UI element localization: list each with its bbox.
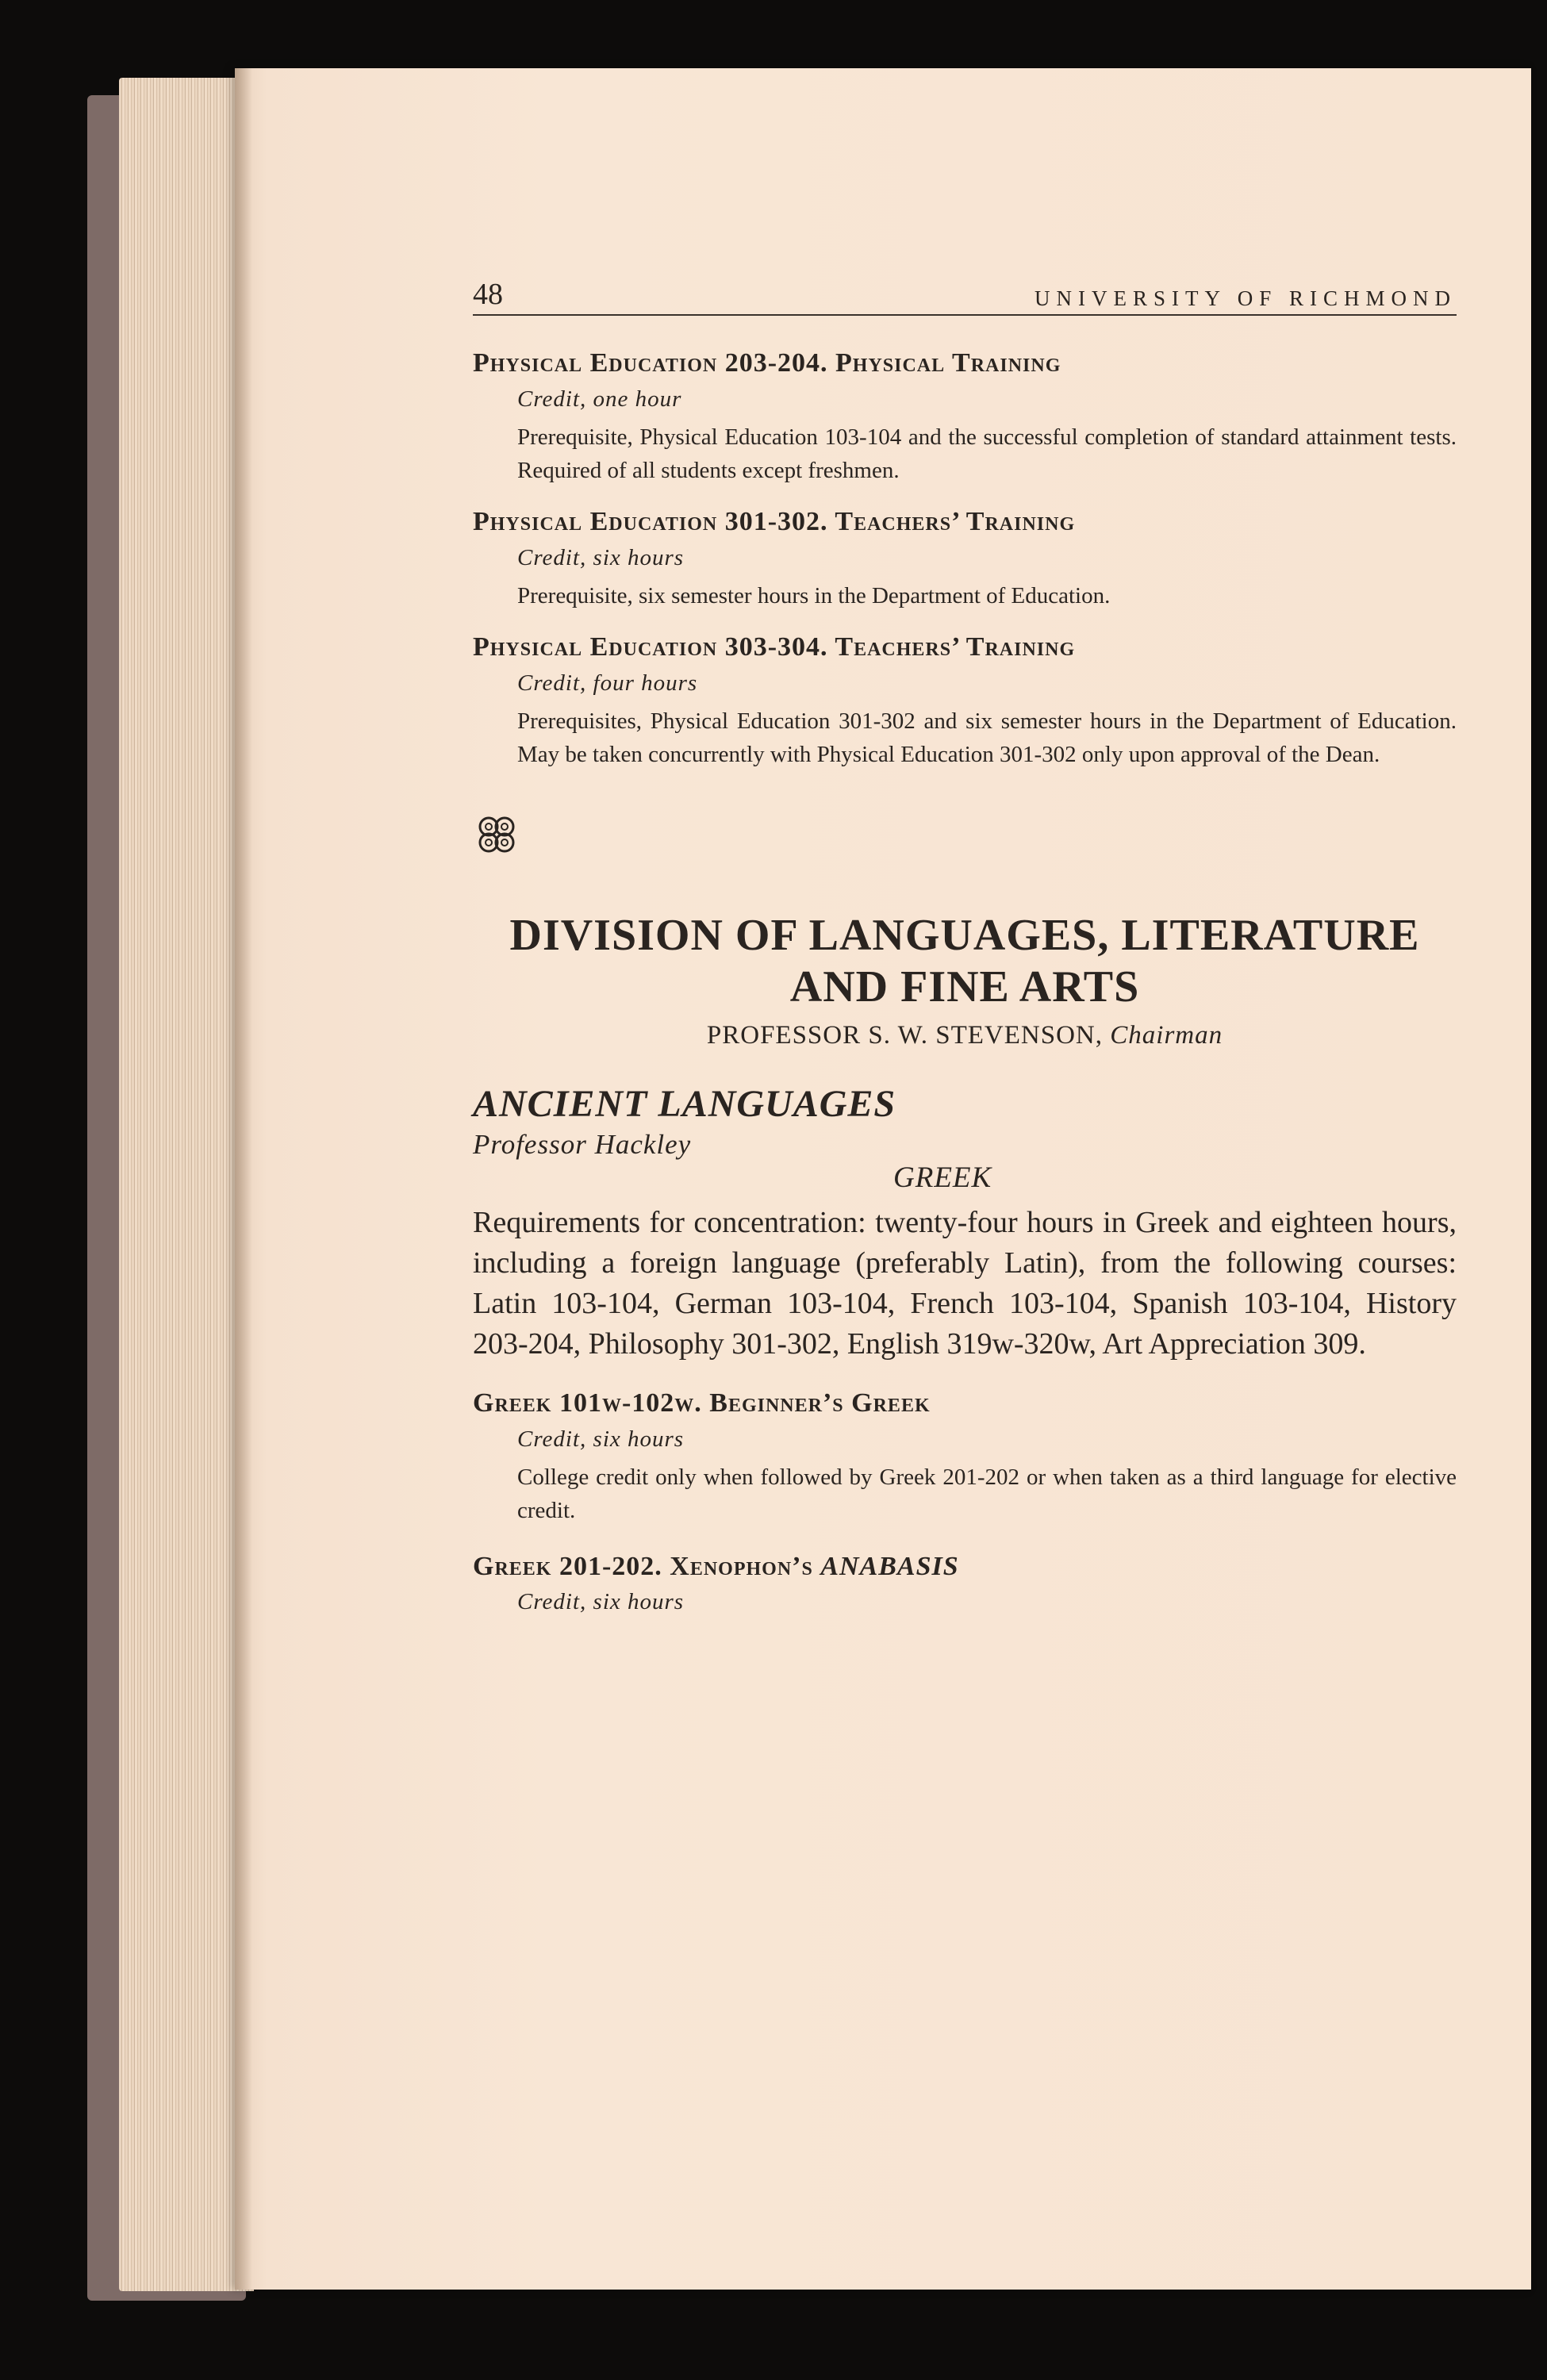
course-description: Prerequisite, six semester hours in the Department of Education.	[517, 582, 1111, 608]
course-heading-text: Greek 201-202. Xenophon’s	[473, 1551, 813, 1581]
course-credit: Credit, one hour	[517, 386, 682, 412]
course-description: Prerequisites, Physical Education 301-302 and six semester hours in the Department of Education. May be taken concurrently with Physical Education 301-302 only upon approval of the Dean.	[517, 708, 1457, 767]
course-heading: Physical Education 301-302. Teachers’ Training	[473, 506, 1076, 536]
course-entry	[473, 506, 1457, 612]
subsection-title: GREEK	[893, 1161, 992, 1194]
chair-role: Chairman	[1110, 1020, 1223, 1050]
quatrefoil-ornament-icon	[473, 811, 520, 858]
course-credit: Credit, six hours	[517, 1589, 685, 1615]
ornament-wrapper	[473, 811, 1457, 862]
concentration-requirements: Requirements for concentration: twenty-four hours in Greek and eighteen hours, including a foreign language (preferably Latin), from the following courses: Latin 103-104, German 103-104, French 103-104, Spanish 103-104, History 203-204, Philosophy 301-302, English 319w-320w, Art Appreciation 309.	[473, 1205, 1457, 1361]
course-description: College credit only when followed by Greek 201-202 or when taken as a third language for elective credit.	[517, 1464, 1457, 1523]
course-heading: Physical Education 203-204. Physical Training	[473, 348, 1061, 378]
course-entry	[473, 631, 1457, 771]
course-entry	[473, 1551, 1457, 1616]
course-heading	[473, 1551, 1457, 1583]
page-stack-edge	[119, 78, 254, 2291]
page-number: 48	[473, 278, 503, 311]
division-title-line2: AND FINE ARTS	[789, 962, 1140, 1012]
course-heading: Physical Education 303-304. Teachers’ Training	[473, 631, 1076, 662]
running-title: UNIVERSITY OF RICHMOND	[1034, 286, 1457, 310]
course-heading: Greek 101w-102w. Beginner’s Greek	[473, 1388, 931, 1418]
section-professor: Professor Hackley	[473, 1128, 692, 1160]
course-entry	[473, 1388, 1457, 1527]
section-block	[473, 1082, 1457, 1365]
course-credit: Credit, six hours	[517, 1426, 685, 1452]
course-description: Prerequisite, Physical Education 103-104 and the successful completion of standard attainment tests. Required of all students except freshmen.	[517, 424, 1457, 483]
course-credit: Credit, six hours	[517, 544, 685, 570]
running-head	[473, 278, 1457, 316]
section-title: ANCIENT LANGUAGES	[473, 1082, 896, 1125]
course-entry	[473, 347, 1457, 487]
page-gutter-shadow	[235, 68, 252, 2290]
division-block	[473, 910, 1457, 1050]
course-credit: Credit, four hours	[517, 670, 698, 696]
chair-name: PROFESSOR S. W. STEVENSON,	[706, 1020, 1104, 1050]
page-content	[473, 278, 1457, 1615]
course-heading-work-title: ANABASIS	[820, 1551, 959, 1581]
division-title-line1: DIVISION OF LANGUAGES, LITERATURE	[509, 910, 1420, 960]
division-chair	[473, 1021, 1457, 1050]
